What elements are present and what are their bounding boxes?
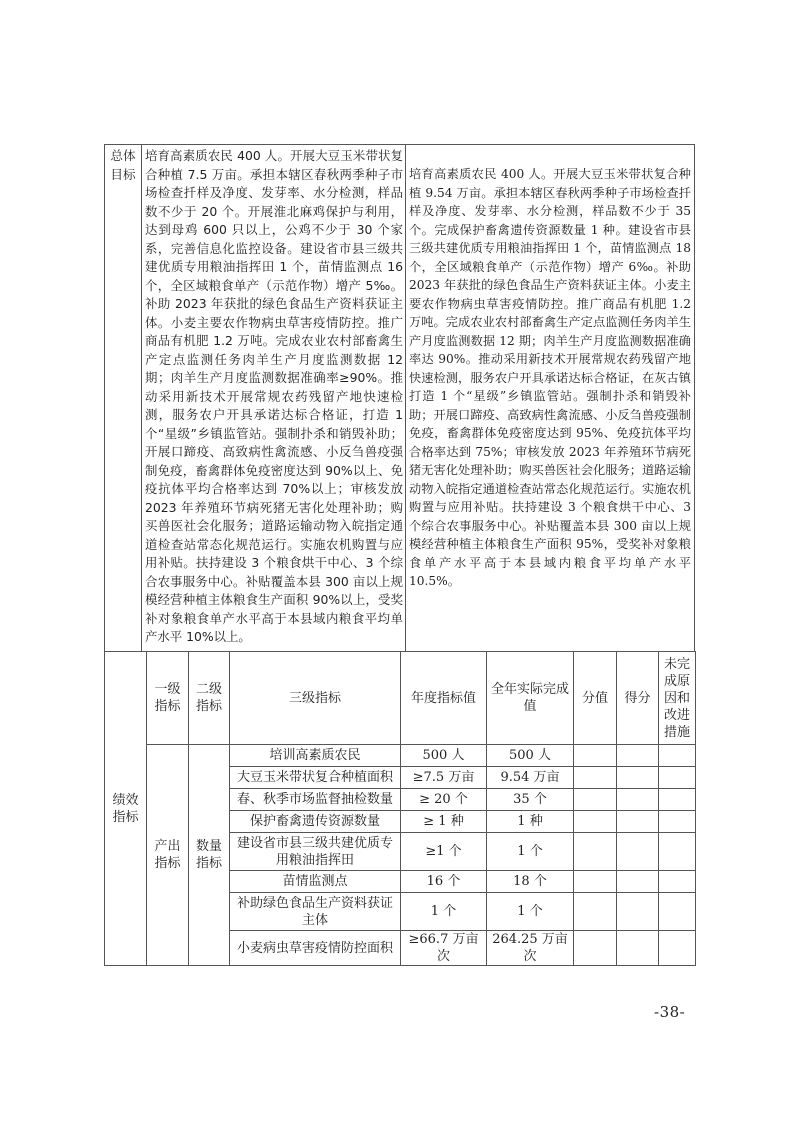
indicator-cell: 大豆玉米带状复合种植面积 bbox=[230, 767, 401, 789]
target-cell: ≥7.5 万亩 bbox=[401, 767, 487, 789]
indicator-cell: 补助绿色食品生产资料获证主体 bbox=[230, 893, 401, 931]
indicator-cell: 保护畜禽遗传资源数量 bbox=[230, 811, 401, 833]
indicator-cell: 培训高素质农民 bbox=[230, 745, 401, 767]
score-cell bbox=[617, 931, 659, 966]
actual-cell: 35 个 bbox=[487, 789, 574, 811]
target-cell: ≥66.7 万亩次 bbox=[401, 931, 487, 966]
actual-cell: 1 种 bbox=[487, 811, 574, 833]
target-cell: ≥ 20 个 bbox=[401, 789, 487, 811]
performance-indicator-table bbox=[104, 651, 696, 966]
target-cell: 1 个 bbox=[401, 893, 487, 931]
reason-cell bbox=[659, 833, 696, 871]
target-cell: 500 人 bbox=[401, 745, 487, 767]
score-cell bbox=[617, 871, 659, 893]
overall-goal-label: 总体目标 bbox=[105, 145, 142, 652]
header-level2: 二级指标 bbox=[189, 652, 230, 745]
reason-cell bbox=[659, 767, 696, 789]
score-cell bbox=[617, 893, 659, 931]
actual-cell: 1 个 bbox=[487, 833, 574, 871]
score-cell bbox=[617, 789, 659, 811]
reason-cell bbox=[659, 789, 696, 811]
header-reason: 未完成原因和改进措施 bbox=[659, 652, 696, 745]
score-value-cell bbox=[574, 931, 617, 966]
actual-cell: 500 人 bbox=[487, 745, 574, 767]
actual-cell: 18 个 bbox=[487, 871, 574, 893]
score-cell bbox=[617, 833, 659, 871]
header-actual-value: 全年实际完成值 bbox=[487, 652, 574, 745]
performance-section-label: 绩效指标 bbox=[105, 652, 147, 966]
score-cell bbox=[617, 767, 659, 789]
score-value-cell bbox=[574, 833, 617, 871]
score-cell bbox=[617, 811, 659, 833]
spacer bbox=[409, 145, 691, 165]
table-row bbox=[105, 745, 696, 767]
score-value-cell bbox=[574, 767, 617, 789]
score-value-cell bbox=[574, 893, 617, 931]
score-cell bbox=[617, 745, 659, 767]
target-cell: ≥ 1 种 bbox=[401, 811, 487, 833]
reason-cell bbox=[659, 745, 696, 767]
actual-goal-cell bbox=[406, 145, 695, 652]
header-annual-target: 年度指标值 bbox=[401, 652, 487, 745]
target-cell: 16 个 bbox=[401, 871, 487, 893]
score-value-cell bbox=[574, 745, 617, 767]
score-value-cell bbox=[574, 811, 617, 833]
actual-cell: 1 个 bbox=[487, 893, 574, 931]
score-value-cell bbox=[574, 871, 617, 893]
header-level1: 一级指标 bbox=[147, 652, 189, 745]
header-score-value: 分值 bbox=[574, 652, 617, 745]
indicator-cell: 春、秋季市场监督抽检数量 bbox=[230, 789, 401, 811]
indicator-cell: 小麦病虫草害疫情防控面积 bbox=[230, 931, 401, 966]
overall-goal-table bbox=[104, 144, 695, 652]
header-score: 得分 bbox=[617, 652, 659, 745]
planned-goal-text: 培育高素质农民 400 人。开展大豆玉米带状复合种植 7.5 万亩。承担本辖区春秋两季种子市场检查扦样及净度、发芽率、水分检测，样品数不少于 20 个。开展淮北麻鸡保护与利用，达到母鸡 600 只以上，公鸡不少于 30 个家系，完善信息化监控设备。建设省市县三级共建优质专用粮油指挥田 1 个，苗情监测点 16 个，全区域粮食单产（示范作物）增产 5‰。补助 2023 年获批的绿色食品生产资料获证主体。小麦主要农作物病虫草害疫情防控。推广商品有机肥 1.2 万吨。完成农业农村部畜禽生产定点监测任务肉羊生产月度监测数据 12 期；肉羊生产月度监测数据准确率≥90%。推动采用新技术开展常规农药残留产地快速检测，服务农户开具承诺达标合格证，打造 1 个“星级”乡镇监管站。强制扑杀和销毁补助；开展口蹄疫、高致病性禽流感、小反刍兽疫强制免疫，畜禽群体免疫密度达到 90%以上、免疫抗体平均合格率达到 70%以上；审核发放 2023 年养殖环节病死猪无害化处理补助；购买兽医社会化服务；道路运输动物入皖指定通道检查站常态化规范运行。实施农机购置与应用补贴。扶持建设 3 个粮食烘干中心、3 个综合农事服务中心。补贴覆盖本县 300 亩以上规模经营种植主体粮食生产面积 90%以上，受奖补对象粮食单产水平高于本县域内粮食平均单产水平 10%以上。 bbox=[142, 145, 406, 652]
indicator-cell: 建设省市县三级共建优质专用粮油指挥田 bbox=[230, 833, 401, 871]
header-row bbox=[105, 652, 696, 745]
actual-cell: 9.54 万亩 bbox=[487, 767, 574, 789]
actual-goal-text: 培育高素质农民 400 人。开展大豆玉米带状复合种植 9.54 万亩。承担本辖区春秋两季种子市场检查扦样及净度、发芽率、水分检测，样品数不少于 35 个。完成保护畜禽遗传资源数量 1 种。建设省市县三级共建优质专用粮油指挥田 1 个，苗情监测点 18 个，全区域粮食单产（示范作物）增产 6‰。补助 2023 年获批的绿色食品生产资料获证主体。小麦主要农作物病虫草害疫情防控。推广商品有机肥 1.2 万吨。完成农业农村部畜禽生产定点监测任务肉羊生产月度监测数据 12 期；肉羊生产月度监测数据准确率达 90%。推动采用新技术开展常规农药残留产地快速检测，服务农户开具承诺达标合格证，在灰古镇打造 1 个“星级”乡镇监管站。强制扑杀和销毁补助；开展口蹄疫、高致病性禽流感、小反刍兽疫强制免疫，畜禽群体免疫密度达到 95%、免疫抗体平均合格率达到 75%；审核发放 2023 年养殖环节病死猪无害化处理补助；购买兽医社会化服务；道路运输动物入皖指定通道检查站常态化规范运行。实施农机购置与应用补贴。扶持建设 3 个粮食烘干中心、3 个综合农事服务中心。补贴覆盖本县 300 亩以上规模经营种植主体粮食生产面积 95%，受奖补对象粮食单产水平高于本县域内粮食平均单产水平 10.5%。 bbox=[409, 167, 691, 588]
target-cell: ≥1 个 bbox=[401, 833, 487, 871]
level1-output-indicator: 产出指标 bbox=[147, 745, 189, 966]
score-value-cell bbox=[574, 789, 617, 811]
reason-cell bbox=[659, 893, 696, 931]
page-number: -38- bbox=[654, 1003, 686, 1021]
indicator-cell: 苗情监测点 bbox=[230, 871, 401, 893]
reason-cell bbox=[659, 811, 696, 833]
reason-cell bbox=[659, 871, 696, 893]
reason-cell bbox=[659, 931, 696, 966]
header-level3: 三级指标 bbox=[230, 652, 401, 745]
level2-quantity-indicator: 数量指标 bbox=[189, 745, 230, 966]
actual-cell: 264.25 万亩次 bbox=[487, 931, 574, 966]
